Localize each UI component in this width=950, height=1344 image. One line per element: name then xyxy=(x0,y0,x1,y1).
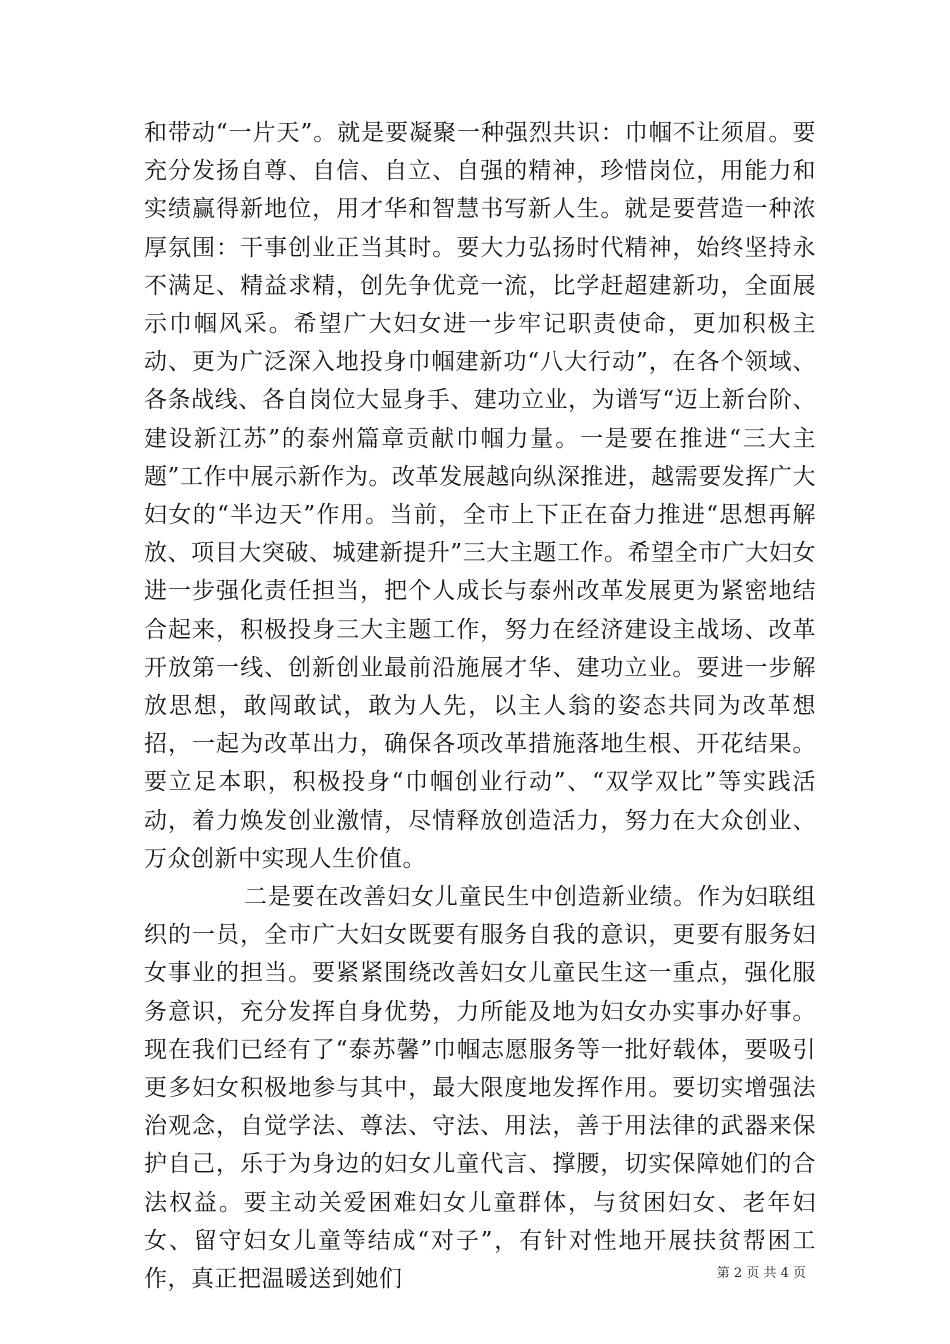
page-footer: 第 2 页 共 4 页 xyxy=(716,1266,806,1281)
paragraph-1: 和带动“一片天”。就是要凝聚一种强烈共识：巾帼不让须眉。要充分发扬自尊、自信、自立、自强的精神，珍惜岗位，用能力和实绩赢得新地位，用才华和智慧书写新人生。就是要营造一种浓厚氛围：干事创业正当其时。要大力弘扬时代精神，始终坚持永不满足、精益求精，创先争优竞一流，比学赶超建新功，全面展示巾帼风采。希望广大妇女进一步牢记职责使命，更加积极主动、更为广泛深入地投身巾帼建新功“八大行动”，在各个领域、各条战线、各自岗位大显身手、建功立业，为谱写“迈上新台阶、建设新江苏”的泰州篇章贡献巾帼力量。一是要在推进“三大主题”工作中展示新作为。改革发展越向纵深推进，越需要发挥广大妇女的“半边天”作用。当前，全市上下正在奋力推进“思想再解放、项目大突破、城建新提升”三大主题工作。希望全市广大妇女进一步强化责任担当，把个人成长与泰州改革发展更为紧密地结合起来，积极投身三大主题工作，努力在经济建设主战场、改革开放第一线、创新创业最前沿施展才华、建功立业。要进一步解放思想，敢闯敢试，敢为人先，以主人翁的姿态共同为改革想招，一起为改革出力，确保各项改革措施落地生根、开花结果。要立足本职，积极投身“巾帼创业行动”、“双学双比”等实践活动，着力焕发创业激情，尽情释放创造活力，努力在大众创业、万众创新中实现人生价值。 xyxy=(144,120,816,872)
paragraph-2: 二是要在改善妇女儿童民生中创造新业绩。作为妇联组织的一员，全市广大妇女既要有服务自我的意识，更要有服务妇女事业的担当。要紧紧围绕改善妇女儿童民生这一重点，强化服务意识，充分发挥自身优势，力所能及地为妇女办实事办好事。现在我们已经有了“泰苏馨”巾帼志愿服务等一批好载体，要吸引更多妇女积极地参与其中，最大限度地发挥作用。要切实增强法治观念，自觉学法、尊法、守法、用法，善于用法律的武器来保护自己，乐于为身边的妇女儿童代言、撑腰，切实保障她们的合法权益。要主动关爱困难妇女儿童群体，与贫困妇女、老年妇女、留守妇女儿童等结成“对子”，有针对性地开展扶贫帮困工作，真正把温暖送到她们 xyxy=(144,884,816,1293)
document-body xyxy=(144,114,816,1298)
